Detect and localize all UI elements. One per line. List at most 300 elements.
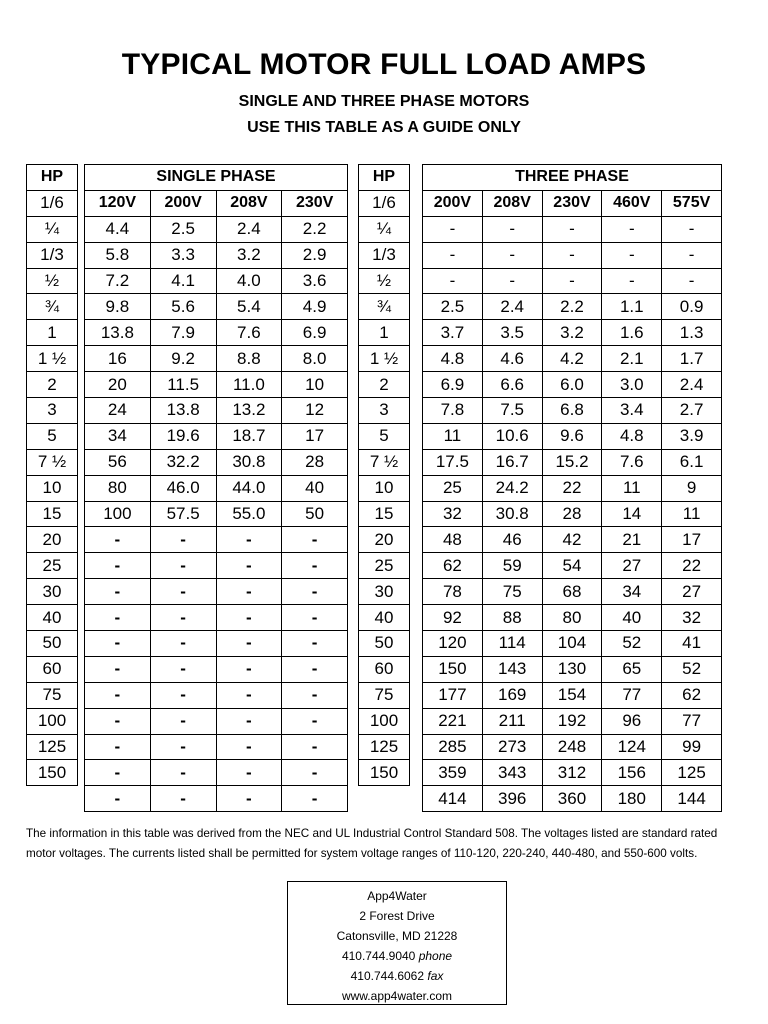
- table-row: [359, 423, 410, 449]
- amp-cell: 4.8: [602, 423, 662, 449]
- amp-cell: 6.0: [542, 372, 602, 398]
- table-row: [423, 760, 722, 786]
- amp-cell: 144: [662, 786, 722, 812]
- hp-cell: ½: [27, 268, 78, 294]
- table-row: [85, 631, 348, 657]
- amp-cell: 80: [85, 475, 151, 501]
- amp-cell: 4.1: [150, 268, 216, 294]
- hp-cell: 1 ½: [27, 346, 78, 372]
- table-row: [27, 682, 78, 708]
- amp-cell: 96: [602, 708, 662, 734]
- table-row: [27, 423, 78, 449]
- amp-cell: 6.9: [282, 320, 348, 346]
- amp-cell: 19.6: [150, 423, 216, 449]
- amp-cell: -: [216, 631, 282, 657]
- amp-cell: -: [150, 527, 216, 553]
- amp-cell: 11.0: [216, 372, 282, 398]
- page-title: TYPICAL MOTOR FULL LOAD AMPS: [121, 48, 647, 81]
- table-row: [423, 423, 722, 449]
- amp-cell: 3.6: [282, 268, 348, 294]
- amp-cell: -: [216, 553, 282, 579]
- hp-cell: ¾: [359, 294, 410, 320]
- page-subtitle-guide: USE THIS TABLE AS A GUIDE ONLY: [247, 119, 521, 136]
- amp-cell: 3.4: [602, 398, 662, 424]
- voltage-header: 460V: [602, 190, 662, 216]
- amp-cell: -: [85, 579, 151, 605]
- amp-cell: 44.0: [216, 475, 282, 501]
- table-row: [27, 398, 78, 424]
- amp-cell: 32: [662, 605, 722, 631]
- hp-column-three: [358, 164, 410, 786]
- amp-cell: 22: [662, 553, 722, 579]
- amp-cell: 359: [423, 760, 483, 786]
- table-row: [85, 527, 348, 553]
- amp-cell: -: [542, 242, 602, 268]
- amp-cell: -: [85, 734, 151, 760]
- hp-cell: 125: [27, 734, 78, 760]
- table-row: [423, 501, 722, 527]
- voltage-header-row: [423, 190, 722, 216]
- amp-cell: 28: [282, 449, 348, 475]
- amp-cell: 150: [423, 656, 483, 682]
- amp-cell: -: [85, 553, 151, 579]
- amp-cell: 2.9: [282, 242, 348, 268]
- table-row: [27, 294, 78, 320]
- amp-cell: -: [85, 682, 151, 708]
- amp-cell: -: [150, 579, 216, 605]
- amp-cell: -: [85, 656, 151, 682]
- amp-cell: 55.0: [216, 501, 282, 527]
- amp-cell: -: [423, 242, 483, 268]
- amp-cell: 9: [662, 475, 722, 501]
- table-row: [359, 449, 410, 475]
- hp-cell: 1/3: [359, 242, 410, 268]
- amp-cell: 6.9: [423, 372, 483, 398]
- amp-cell: 4.8: [423, 346, 483, 372]
- footnote: The information in this table was derived from the NEC and UL Industrial Control Standard 508. The voltages listed are standard rated motor voltages. The currents listed shall be permitted for system voltage ranges of 110-120, 220-240, 440-480, and 550-600 volts.: [26, 827, 718, 860]
- company-name: App4Water: [367, 889, 427, 903]
- amp-cell: 80: [542, 605, 602, 631]
- table-row: [359, 527, 410, 553]
- amp-cell: 30.8: [482, 501, 542, 527]
- amp-cell: 99: [662, 734, 722, 760]
- hp-header: HP: [359, 165, 410, 191]
- table-row: [85, 320, 348, 346]
- table-row: [85, 734, 348, 760]
- amp-cell: -: [150, 708, 216, 734]
- table-row: [27, 553, 78, 579]
- table-row: [423, 398, 722, 424]
- table-row: [423, 786, 722, 812]
- hp-cell: 1: [359, 320, 410, 346]
- amp-cell: -: [150, 631, 216, 657]
- fax-line: [288, 966, 506, 986]
- hp-cell: 40: [27, 605, 78, 631]
- table-row: [27, 656, 78, 682]
- amp-cell: -: [216, 734, 282, 760]
- table-row: [359, 475, 410, 501]
- amp-cell: -: [662, 216, 722, 242]
- amp-cell: -: [282, 605, 348, 631]
- amp-cell: 5.4: [216, 294, 282, 320]
- amp-cell: 57.5: [150, 501, 216, 527]
- amp-cell: 62: [423, 553, 483, 579]
- amp-cell: 9.2: [150, 346, 216, 372]
- amp-cell: 52: [602, 631, 662, 657]
- table-row: [27, 475, 78, 501]
- amp-cell: 68: [542, 579, 602, 605]
- amp-cell: 11: [602, 475, 662, 501]
- amp-cell: 50: [282, 501, 348, 527]
- amp-cell: 7.6: [216, 320, 282, 346]
- amp-cell: 9.8: [85, 294, 151, 320]
- table-row: [27, 190, 78, 216]
- amp-cell: -: [482, 268, 542, 294]
- amp-cell: -: [482, 216, 542, 242]
- hp-cell: ¾: [27, 294, 78, 320]
- amp-cell: 52: [662, 656, 722, 682]
- table-row: [359, 708, 410, 734]
- fax-number: 410.744.6062: [350, 969, 425, 983]
- table-row: [359, 553, 410, 579]
- amp-cell: 7.5: [482, 398, 542, 424]
- table-row: [27, 734, 78, 760]
- amp-cell: 42: [542, 527, 602, 553]
- amp-cell: 2.4: [662, 372, 722, 398]
- city-address: Catonsville, MD 21228: [336, 929, 458, 943]
- hp-cell: 75: [359, 682, 410, 708]
- hp-cell: 1/3: [27, 242, 78, 268]
- table-row: [85, 475, 348, 501]
- amp-cell: 120: [423, 631, 483, 657]
- amp-cell: 114: [482, 631, 542, 657]
- amp-cell: -: [282, 631, 348, 657]
- single-phase-title: SINGLE PHASE: [85, 165, 348, 191]
- header-row: [423, 165, 722, 191]
- table-row: [27, 760, 78, 786]
- amp-cell: 7.9: [150, 320, 216, 346]
- table-row: [423, 656, 722, 682]
- table-row: [27, 268, 78, 294]
- amp-cell: 4.2: [542, 346, 602, 372]
- amp-cell: 32.2: [150, 449, 216, 475]
- website-link[interactable]: www.app4water.com: [341, 989, 453, 1003]
- contact-box: [287, 881, 507, 1005]
- hp-cell: 75: [27, 682, 78, 708]
- voltage-header: 200V: [150, 190, 216, 216]
- table-row: [27, 320, 78, 346]
- amp-cell: 14: [602, 501, 662, 527]
- table-row: [85, 605, 348, 631]
- amp-cell: 88: [482, 605, 542, 631]
- amp-cell: -: [282, 579, 348, 605]
- amp-cell: 3.3: [150, 242, 216, 268]
- table-row: [423, 372, 722, 398]
- table-row: [423, 242, 722, 268]
- amp-cell: 1.7: [662, 346, 722, 372]
- amp-cell: 77: [602, 682, 662, 708]
- hp-cell: 2: [359, 372, 410, 398]
- amp-cell: 177: [423, 682, 483, 708]
- amp-cell: 27: [602, 553, 662, 579]
- table-row: [359, 268, 410, 294]
- amp-cell: 16: [85, 346, 151, 372]
- amp-cell: 77: [662, 708, 722, 734]
- amp-cell: 285: [423, 734, 483, 760]
- amp-cell: 143: [482, 656, 542, 682]
- amp-cell: -: [423, 268, 483, 294]
- three-phase-table: [422, 164, 722, 812]
- amp-cell: 12: [282, 398, 348, 424]
- table-row: [359, 294, 410, 320]
- amp-cell: 48: [423, 527, 483, 553]
- amp-cell: 6.8: [542, 398, 602, 424]
- amp-cell: 343: [482, 760, 542, 786]
- hp-cell: 1/6: [27, 190, 78, 216]
- table-row: [423, 631, 722, 657]
- amp-cell: 2.4: [482, 294, 542, 320]
- table-row: [85, 346, 348, 372]
- amp-cell: 169: [482, 682, 542, 708]
- amp-cell: -: [150, 553, 216, 579]
- amp-cell: 17: [282, 423, 348, 449]
- amp-cell: 13.8: [150, 398, 216, 424]
- amp-cell: -: [216, 682, 282, 708]
- amp-cell: -: [282, 734, 348, 760]
- amp-cell: 3.7: [423, 320, 483, 346]
- hp-column-single: [26, 164, 78, 786]
- amp-cell: -: [216, 605, 282, 631]
- amp-cell: 7.6: [602, 449, 662, 475]
- hp-cell: 3: [359, 398, 410, 424]
- amp-cell: 248: [542, 734, 602, 760]
- table-row: [27, 708, 78, 734]
- voltage-header: 208V: [482, 190, 542, 216]
- amp-cell: 5.8: [85, 242, 151, 268]
- hp-cell: 100: [27, 708, 78, 734]
- hp-cell: 125: [359, 734, 410, 760]
- table-row: [27, 449, 78, 475]
- hp-cell: 1: [27, 320, 78, 346]
- amp-cell: 2.2: [542, 294, 602, 320]
- table-row: [27, 501, 78, 527]
- table-row: [85, 242, 348, 268]
- amp-cell: 4.6: [482, 346, 542, 372]
- table-row: [423, 527, 722, 553]
- hp-cell: 60: [359, 656, 410, 682]
- amp-cell: 13.8: [85, 320, 151, 346]
- table-row: [359, 605, 410, 631]
- amp-cell: 360: [542, 786, 602, 812]
- hp-cell: 30: [27, 579, 78, 605]
- hp-cell: 50: [27, 631, 78, 657]
- table-row: [85, 682, 348, 708]
- hp-cell: 1 ½: [359, 346, 410, 372]
- table-row: [359, 501, 410, 527]
- amp-cell: -: [216, 656, 282, 682]
- amp-cell: 15.2: [542, 449, 602, 475]
- amp-cell: 10: [282, 372, 348, 398]
- hp-cell: 150: [27, 760, 78, 786]
- table-row: [85, 786, 348, 812]
- amp-cell: 8.8: [216, 346, 282, 372]
- amp-cell: -: [282, 656, 348, 682]
- amp-cell: 40: [602, 605, 662, 631]
- amp-cell: -: [150, 786, 216, 812]
- table-row: [27, 579, 78, 605]
- amp-cell: -: [85, 631, 151, 657]
- hp-cell: 7 ½: [359, 449, 410, 475]
- amp-cell: 21: [602, 527, 662, 553]
- amp-cell: -: [282, 708, 348, 734]
- amp-cell: -: [282, 760, 348, 786]
- table-row: [423, 682, 722, 708]
- table-row: [423, 579, 722, 605]
- amp-cell: 9.6: [542, 423, 602, 449]
- amp-cell: 40: [282, 475, 348, 501]
- hp-cell: 7 ½: [27, 449, 78, 475]
- amp-cell: 30.8: [216, 449, 282, 475]
- amp-cell: -: [542, 216, 602, 242]
- table-row: [85, 501, 348, 527]
- amp-cell: 124: [602, 734, 662, 760]
- hp-cell: 50: [359, 631, 410, 657]
- table-row: [359, 372, 410, 398]
- amp-cell: 100: [85, 501, 151, 527]
- table-row: [359, 760, 410, 786]
- amp-cell: 2.1: [602, 346, 662, 372]
- single-phase-table: [84, 164, 348, 812]
- amp-cell: -: [85, 708, 151, 734]
- table-row: [423, 449, 722, 475]
- amp-cell: -: [150, 605, 216, 631]
- page-subtitle: SINGLE AND THREE PHASE MOTORS: [238, 93, 530, 110]
- amp-cell: 3.2: [216, 242, 282, 268]
- hp-cell: 10: [359, 475, 410, 501]
- amp-cell: 7.2: [85, 268, 151, 294]
- amp-cell: 22: [542, 475, 602, 501]
- amp-cell: 17.5: [423, 449, 483, 475]
- table-row: [423, 553, 722, 579]
- amp-cell: -: [85, 760, 151, 786]
- amp-cell: -: [282, 786, 348, 812]
- amp-cell: -: [216, 708, 282, 734]
- table-row: [85, 708, 348, 734]
- amp-cell: 11.5: [150, 372, 216, 398]
- amp-cell: 41: [662, 631, 722, 657]
- three-phase-title: THREE PHASE: [423, 165, 722, 191]
- table-row: [85, 579, 348, 605]
- hp-cell: 40: [359, 605, 410, 631]
- table-row: [85, 553, 348, 579]
- table-row: [27, 346, 78, 372]
- amp-cell: 221: [423, 708, 483, 734]
- amp-cell: 312: [542, 760, 602, 786]
- amp-cell: 3.9: [662, 423, 722, 449]
- hp-header: HP: [27, 165, 78, 191]
- amp-cell: 17: [662, 527, 722, 553]
- amp-cell: 11: [423, 423, 483, 449]
- amp-cell: 6.1: [662, 449, 722, 475]
- table-row: [359, 398, 410, 424]
- table-row: [359, 631, 410, 657]
- amp-cell: 2.2: [282, 216, 348, 242]
- hp-cell: 10: [27, 475, 78, 501]
- header-row: [85, 165, 348, 191]
- amp-cell: 13.2: [216, 398, 282, 424]
- voltage-header: 230V: [282, 190, 348, 216]
- amp-cell: 4.4: [85, 216, 151, 242]
- voltage-header: 230V: [542, 190, 602, 216]
- table-row: [85, 760, 348, 786]
- amp-cell: 180: [602, 786, 662, 812]
- amp-cell: 192: [542, 708, 602, 734]
- amp-cell: -: [216, 786, 282, 812]
- table-row: [27, 242, 78, 268]
- fax-label: fax: [427, 969, 444, 983]
- amp-cell: 59: [482, 553, 542, 579]
- table-row: [359, 682, 410, 708]
- amp-cell: -: [216, 527, 282, 553]
- amp-cell: 2.4: [216, 216, 282, 242]
- table-row: [27, 372, 78, 398]
- amp-cell: 78: [423, 579, 483, 605]
- hp-cell: ½: [359, 268, 410, 294]
- amp-cell: -: [216, 760, 282, 786]
- amp-cell: 24.2: [482, 475, 542, 501]
- amp-cell: -: [662, 268, 722, 294]
- amp-cell: 4.0: [216, 268, 282, 294]
- table-row: [359, 190, 410, 216]
- table-row: [423, 346, 722, 372]
- amp-cell: 156: [602, 760, 662, 786]
- amp-cell: -: [602, 216, 662, 242]
- amp-cell: 2.5: [423, 294, 483, 320]
- amp-cell: -: [482, 242, 542, 268]
- hp-cell: 30: [359, 579, 410, 605]
- amp-cell: -: [85, 605, 151, 631]
- amp-cell: -: [602, 268, 662, 294]
- amp-cell: 154: [542, 682, 602, 708]
- amp-cell: 1.1: [602, 294, 662, 320]
- amp-cell: 10.6: [482, 423, 542, 449]
- amp-cell: -: [85, 786, 151, 812]
- amp-cell: 25: [423, 475, 483, 501]
- table-row: [359, 242, 410, 268]
- hp-cell: 15: [359, 501, 410, 527]
- hp-cell: 1/6: [359, 190, 410, 216]
- amp-cell: 3.5: [482, 320, 542, 346]
- hp-cell: 100: [359, 708, 410, 734]
- hp-cell: 60: [27, 656, 78, 682]
- amp-cell: -: [542, 268, 602, 294]
- amp-cell: 27: [662, 579, 722, 605]
- hp-cell: 15: [27, 501, 78, 527]
- street-address: 2 Forest Drive: [359, 909, 435, 923]
- hp-cell: 2: [27, 372, 78, 398]
- table-row: [423, 475, 722, 501]
- hp-cell: 150: [359, 760, 410, 786]
- table-row: [27, 216, 78, 242]
- amp-cell: 20: [85, 372, 151, 398]
- amp-cell: -: [150, 656, 216, 682]
- table-row: [85, 656, 348, 682]
- amp-cell: 54: [542, 553, 602, 579]
- voltage-header: 120V: [85, 190, 151, 216]
- amp-cell: -: [602, 242, 662, 268]
- table-row: [359, 656, 410, 682]
- amp-cell: 414: [423, 786, 483, 812]
